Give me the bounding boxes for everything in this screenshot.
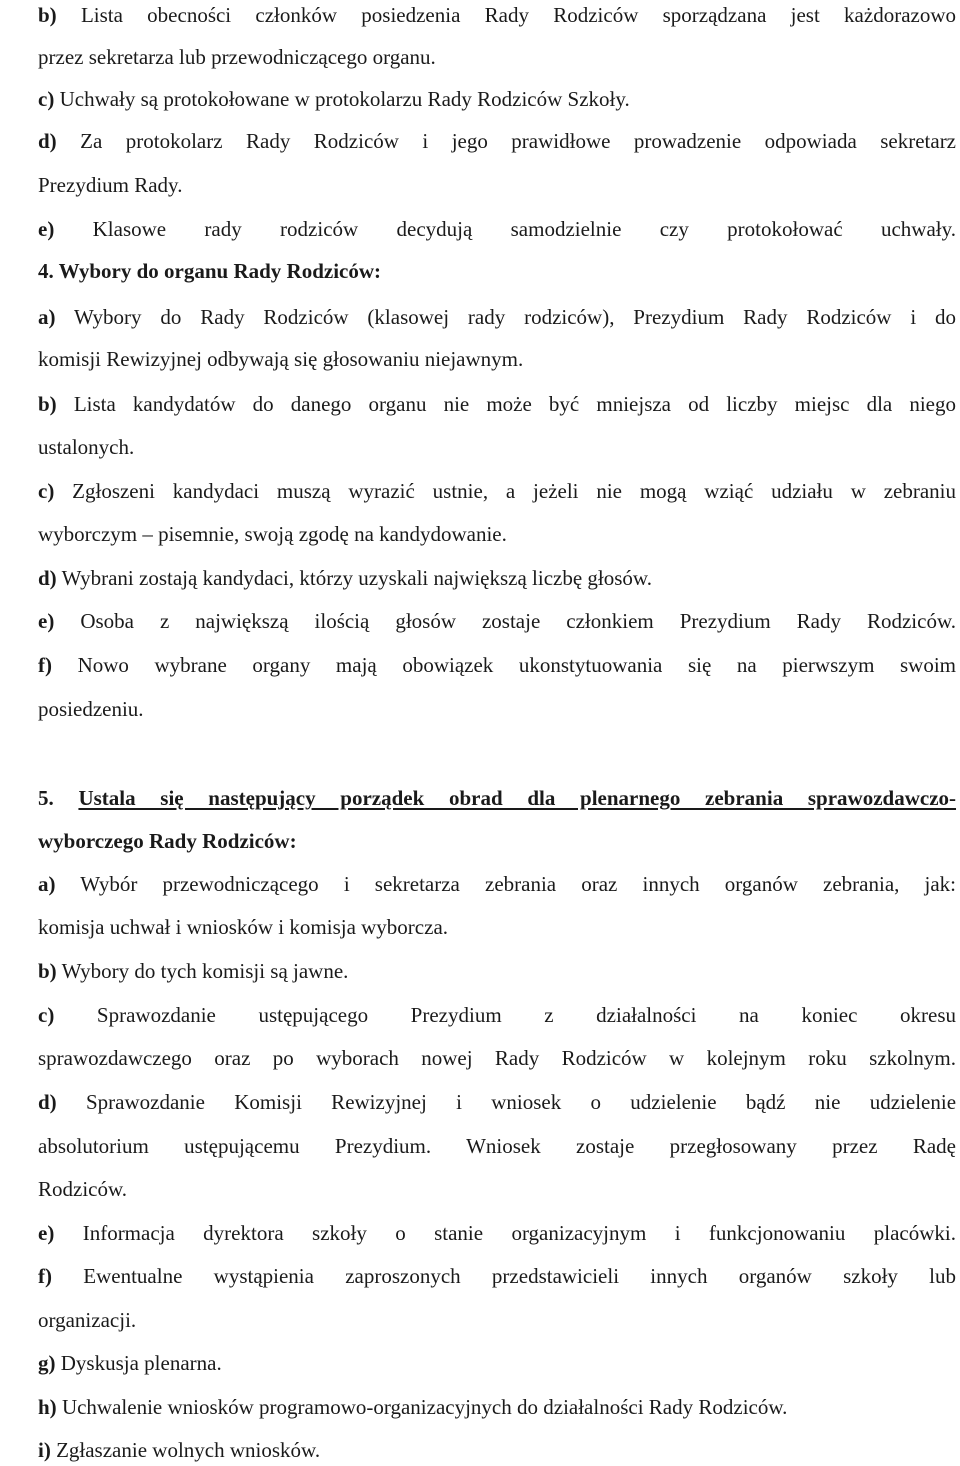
item-label: f)	[38, 1264, 52, 1288]
s5-item-a-line1	[38, 869, 956, 899]
item-text: Ewentualne wystąpienia zaproszonych przedstawicieli innych organów szkoły lub	[83, 1264, 956, 1288]
item-label: f)	[38, 653, 52, 677]
item-text: Zgłoszeni kandydaci muszą wyrazić ustnie, a jeżeli nie mogą wziąć udziału w zebraniu	[72, 479, 956, 503]
item-label: b)	[38, 392, 57, 416]
s5-item-c-line1	[38, 1000, 956, 1030]
s3-item-b-line2	[38, 42, 956, 72]
s4-item-b-line1	[38, 389, 956, 419]
s5-item-g	[38, 1348, 956, 1378]
s4-item-f-line2	[38, 694, 956, 724]
s4-item-d	[38, 563, 956, 593]
s5-item-e	[38, 1218, 956, 1248]
s3-item-c	[38, 84, 956, 114]
item-text: przez sekretarza lub przewodniczącego organu.	[38, 45, 436, 69]
item-text: Za protokolarz Rady Rodziców i jego prawidłowe prowadzenie odpowiada sekretarz	[80, 129, 957, 153]
s5-item-a-line2	[38, 912, 956, 942]
item-text: Osoba z największą ilością głosów zostaje członkiem Prezydium Rady Rodziców.	[80, 609, 957, 633]
item-label: i)	[38, 1438, 51, 1462]
s5-item-c-line2	[38, 1043, 956, 1073]
s3-item-d-line1	[38, 126, 956, 156]
item-text: Klasowe rady rodziców decydują samodzielnie czy protokołować uchwały.	[92, 217, 956, 241]
item-label: a)	[38, 305, 56, 329]
item-text: Wybory do tych komisji są jawne.	[61, 959, 349, 983]
s5-item-h	[38, 1392, 956, 1422]
item-label: b)	[38, 959, 57, 983]
item-label: c)	[38, 87, 55, 111]
item-text: posiedzeniu.	[38, 697, 144, 721]
s5-item-d-line3	[38, 1174, 956, 1204]
item-text: komisja uchwał i wniosków i komisja wyborcza.	[38, 915, 449, 939]
item-text: Zgłaszanie wolnych wniosków.	[56, 1438, 321, 1462]
item-label: e)	[38, 1221, 55, 1245]
s4-item-b-line2	[38, 432, 956, 462]
item-text: Wybrani zostają kandydaci, którzy uzyskali największą liczbę głosów.	[61, 566, 652, 590]
section5-heading-line1	[38, 783, 956, 813]
item-label: c)	[38, 479, 55, 503]
item-text: Sprawozdanie ustępującego Prezydium z działalności na koniec okresu	[96, 1003, 956, 1027]
s3-item-b-line1	[38, 0, 956, 30]
item-label: b)	[38, 3, 57, 27]
item-label: d)	[38, 1090, 57, 1114]
item-label: h)	[38, 1395, 57, 1419]
item-text: Wybory do Rady Rodziców (klasowej rady rodziców), Prezydium Rady Rodziców i do	[73, 305, 957, 329]
section4-heading: 4. Wybory do organu Rady Rodziców:	[38, 259, 382, 283]
item-label: a)	[38, 872, 56, 896]
item-text: ustalonych.	[38, 435, 135, 459]
item-label: e)	[38, 217, 55, 241]
s5-item-i	[38, 1435, 956, 1465]
item-label: g)	[38, 1351, 56, 1375]
item-text: organizacji.	[38, 1308, 137, 1332]
s5-item-f-line1	[38, 1261, 956, 1291]
item-text: Uchwały są protokołowane w protokolarzu Rady Rodziców Szkoły.	[59, 87, 630, 111]
item-text: sprawozdawczego oraz po wyborach nowej Rady Rodziców w kolejnym roku szkolnym.	[38, 1046, 956, 1070]
item-text: Dyskusja plenarna.	[60, 1351, 222, 1375]
s5-item-d-line1	[38, 1087, 956, 1117]
s3-item-e	[38, 214, 956, 244]
item-text: wyborczym – pisemnie, swoją zgodę na kandydowanie.	[38, 522, 507, 546]
item-label: d)	[38, 129, 57, 153]
s4-item-f-line1	[38, 650, 956, 680]
s4-item-a-line1	[38, 302, 956, 332]
item-label: c)	[38, 1003, 55, 1027]
s4-item-a-line2	[38, 344, 956, 374]
item-text: komisji Rewizyjnej odbywają się głosowaniu niejawnym.	[38, 347, 524, 371]
item-text: absolutorium ustępującemu Prezydium. Wniosek zostaje przegłosowany przez Radę	[38, 1134, 956, 1158]
s5-item-b	[38, 956, 956, 986]
section5-heading-text: Ustala się następujący porządek obrad dla plenarnego zebrania sprawozdawczo-	[78, 786, 957, 810]
item-text: Nowo wybrane organy mają obowiązek ukonstytuowania się na pierwszym swoim	[77, 653, 956, 677]
s4-item-c-line2	[38, 519, 956, 549]
item-label: e)	[38, 609, 55, 633]
s4-item-c-line1	[38, 476, 956, 506]
item-text: Lista obecności członków posiedzenia Rady Rodziców sporządzana jest każdorazowo	[80, 3, 956, 27]
item-text: Lista kandydatów do danego organu nie może być mniejsza od liczby miejsc dla niego	[73, 392, 956, 416]
item-label: d)	[38, 566, 57, 590]
item-text: Rodziców.	[38, 1177, 128, 1201]
item-text: Sprawozdanie Komisji Rewizyjnej i wniosek o udzielenie bądź nie udzielenie	[85, 1090, 957, 1114]
item-text: Uchwalenie wniosków programowo-organizacyjnych do działalności Rady Rodziców.	[61, 1395, 788, 1419]
section5-number: 5.	[38, 786, 54, 810]
s5-item-d-line2	[38, 1131, 956, 1161]
item-text: Wybór przewodniczącego i sekretarza zebrania oraz innych organów zebrania, jak:	[80, 872, 957, 896]
item-text: Prezydium Rady.	[38, 173, 183, 197]
s3-item-d-line2	[38, 170, 956, 200]
s4-item-e	[38, 606, 956, 636]
section5-heading-line2: wyborczego Rady Rodziców:	[38, 829, 297, 853]
s5-item-f-line2	[38, 1305, 956, 1335]
item-text: Informacja dyrektora szkoły o stanie organizacyjnym i funkcjonowaniu placówki.	[82, 1221, 956, 1245]
